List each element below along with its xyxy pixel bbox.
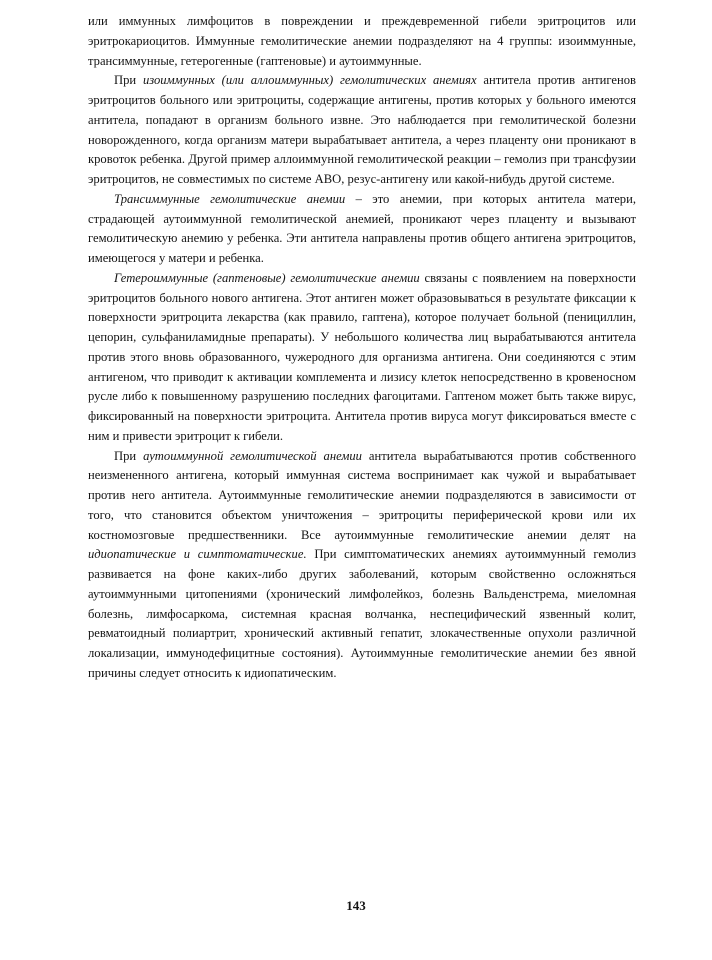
paragraph-text: антитела против антигенов эритроцитов больного или эритроциты, содержащие антигены, против которых у больного имеются антитела, попадают в организм больного извне. Это наблюдается при гемолитической болезни новорожденного, когда организм матери вырабатывает антитела, а через плаценту они проникают в кровоток ребенка. Другой пример аллоиммунной гемолитической реакции – гемолиз при трансфузии эритроцитов, не совместимых по системе АВО, резус-антигену или какой-нибудь другой системе. bbox=[88, 73, 636, 186]
paragraph-transimmune bbox=[88, 190, 636, 269]
term-conjunction: и bbox=[183, 547, 191, 562]
term-symptomatic: симптоматические. bbox=[197, 547, 307, 562]
paragraph-isoimmune bbox=[88, 71, 636, 190]
paragraph-heteroimmune bbox=[88, 269, 636, 447]
term-idiopathic: идиопатические bbox=[88, 547, 177, 562]
paragraph-autoimmune bbox=[88, 447, 636, 684]
term-autoimmune: аутоиммунной гемолитической анемии bbox=[143, 448, 362, 463]
paragraph-text: антитела вырабатываются против собственного неизмененного антигена, который иммунная система воспринимает как чужой и вырабатывает против него антитела. Аутоиммунные гемолитические анемии подразделяются в зависимости от того, что становится объектом уничтожения – эритроциты периферической крови или их костномозговые предшественники. Все аутоиммунные гемолитические анемии делят на bbox=[88, 448, 636, 542]
paragraph-lead: При bbox=[114, 448, 137, 463]
term-heteroimmune: Гетероиммунные (гаптеновые) гемолитические анемии bbox=[114, 270, 420, 285]
paragraph-text: связаны с появлением на поверхности эритроцитов больного нового антигена. Этот антиген может образовываться в результате фиксации к поверхности эритроцита лекарства (как правило, гаптена), которое получает больной (пенициллин, цепорин, сульфаниламидные препараты). У небольшого количества лиц вырабатываются антитела против этого вновь образованного, чужеродного для организма антигена. Они соединяются с этим антигеном, что приводит к активации комплемента и лизису клеток непосредственно в кровеносном русле либо к повышенному разрушению последних фагоцитами. Гаптеном может быть также вирус, фиксированный на поверхности эритроцита. Антитела против вируса могут фиксироваться вместе с ним и привести эритроцит к гибели. bbox=[88, 270, 636, 443]
paragraph-text: или иммунных лимфоцитов в повреждении и преждевременной гибели эритроцитов или эритрокариоцитов. Иммунные гемолитические анемии подразделяют на 4 группы: изоиммунные, трансиммунные, гетерогенные (гаптеновые) и аутоиммунные. bbox=[88, 14, 636, 68]
term-transimmune: Трансиммунные гемолитические анемии bbox=[114, 191, 346, 206]
paragraph-intro bbox=[88, 12, 636, 71]
paragraph-text: При симптоматических анемиях аутоиммунный гемолиз развивается на фоне каких-либо других заболеваний, которым свойственно осложняться аутоиммунными цитопениями (хронический лимфолейкоз, болезнь Вальденстрема, миеломная болезнь, лимфосаркома, системная красная волчанка, неспецифический язвенный колит, ревматоидный полиартрит, хронический активный гепатит, злокачественные опухоли различной локализации, иммунодефицитные состояния). Аутоиммунные гемолитические анемии без явной причины следует относить к идиопатическим. bbox=[88, 547, 637, 680]
page-number: 143 bbox=[346, 898, 366, 913]
paragraph-text: – это анемии, при которых антитела матери, страдающей аутоиммунной гемолитической анемией, проникают через плаценту и вызывают гемолитическую анемию у ребенка. Эти антитела направлены против общего антигена эритроцитов, имеющегося у матери и ребенка. bbox=[88, 191, 636, 265]
term-isoimmune: изоиммунных (или аллоиммунных) гемолитических анемиях bbox=[142, 73, 477, 88]
paragraph-lead: При bbox=[114, 73, 137, 88]
page-body-text bbox=[88, 12, 636, 684]
